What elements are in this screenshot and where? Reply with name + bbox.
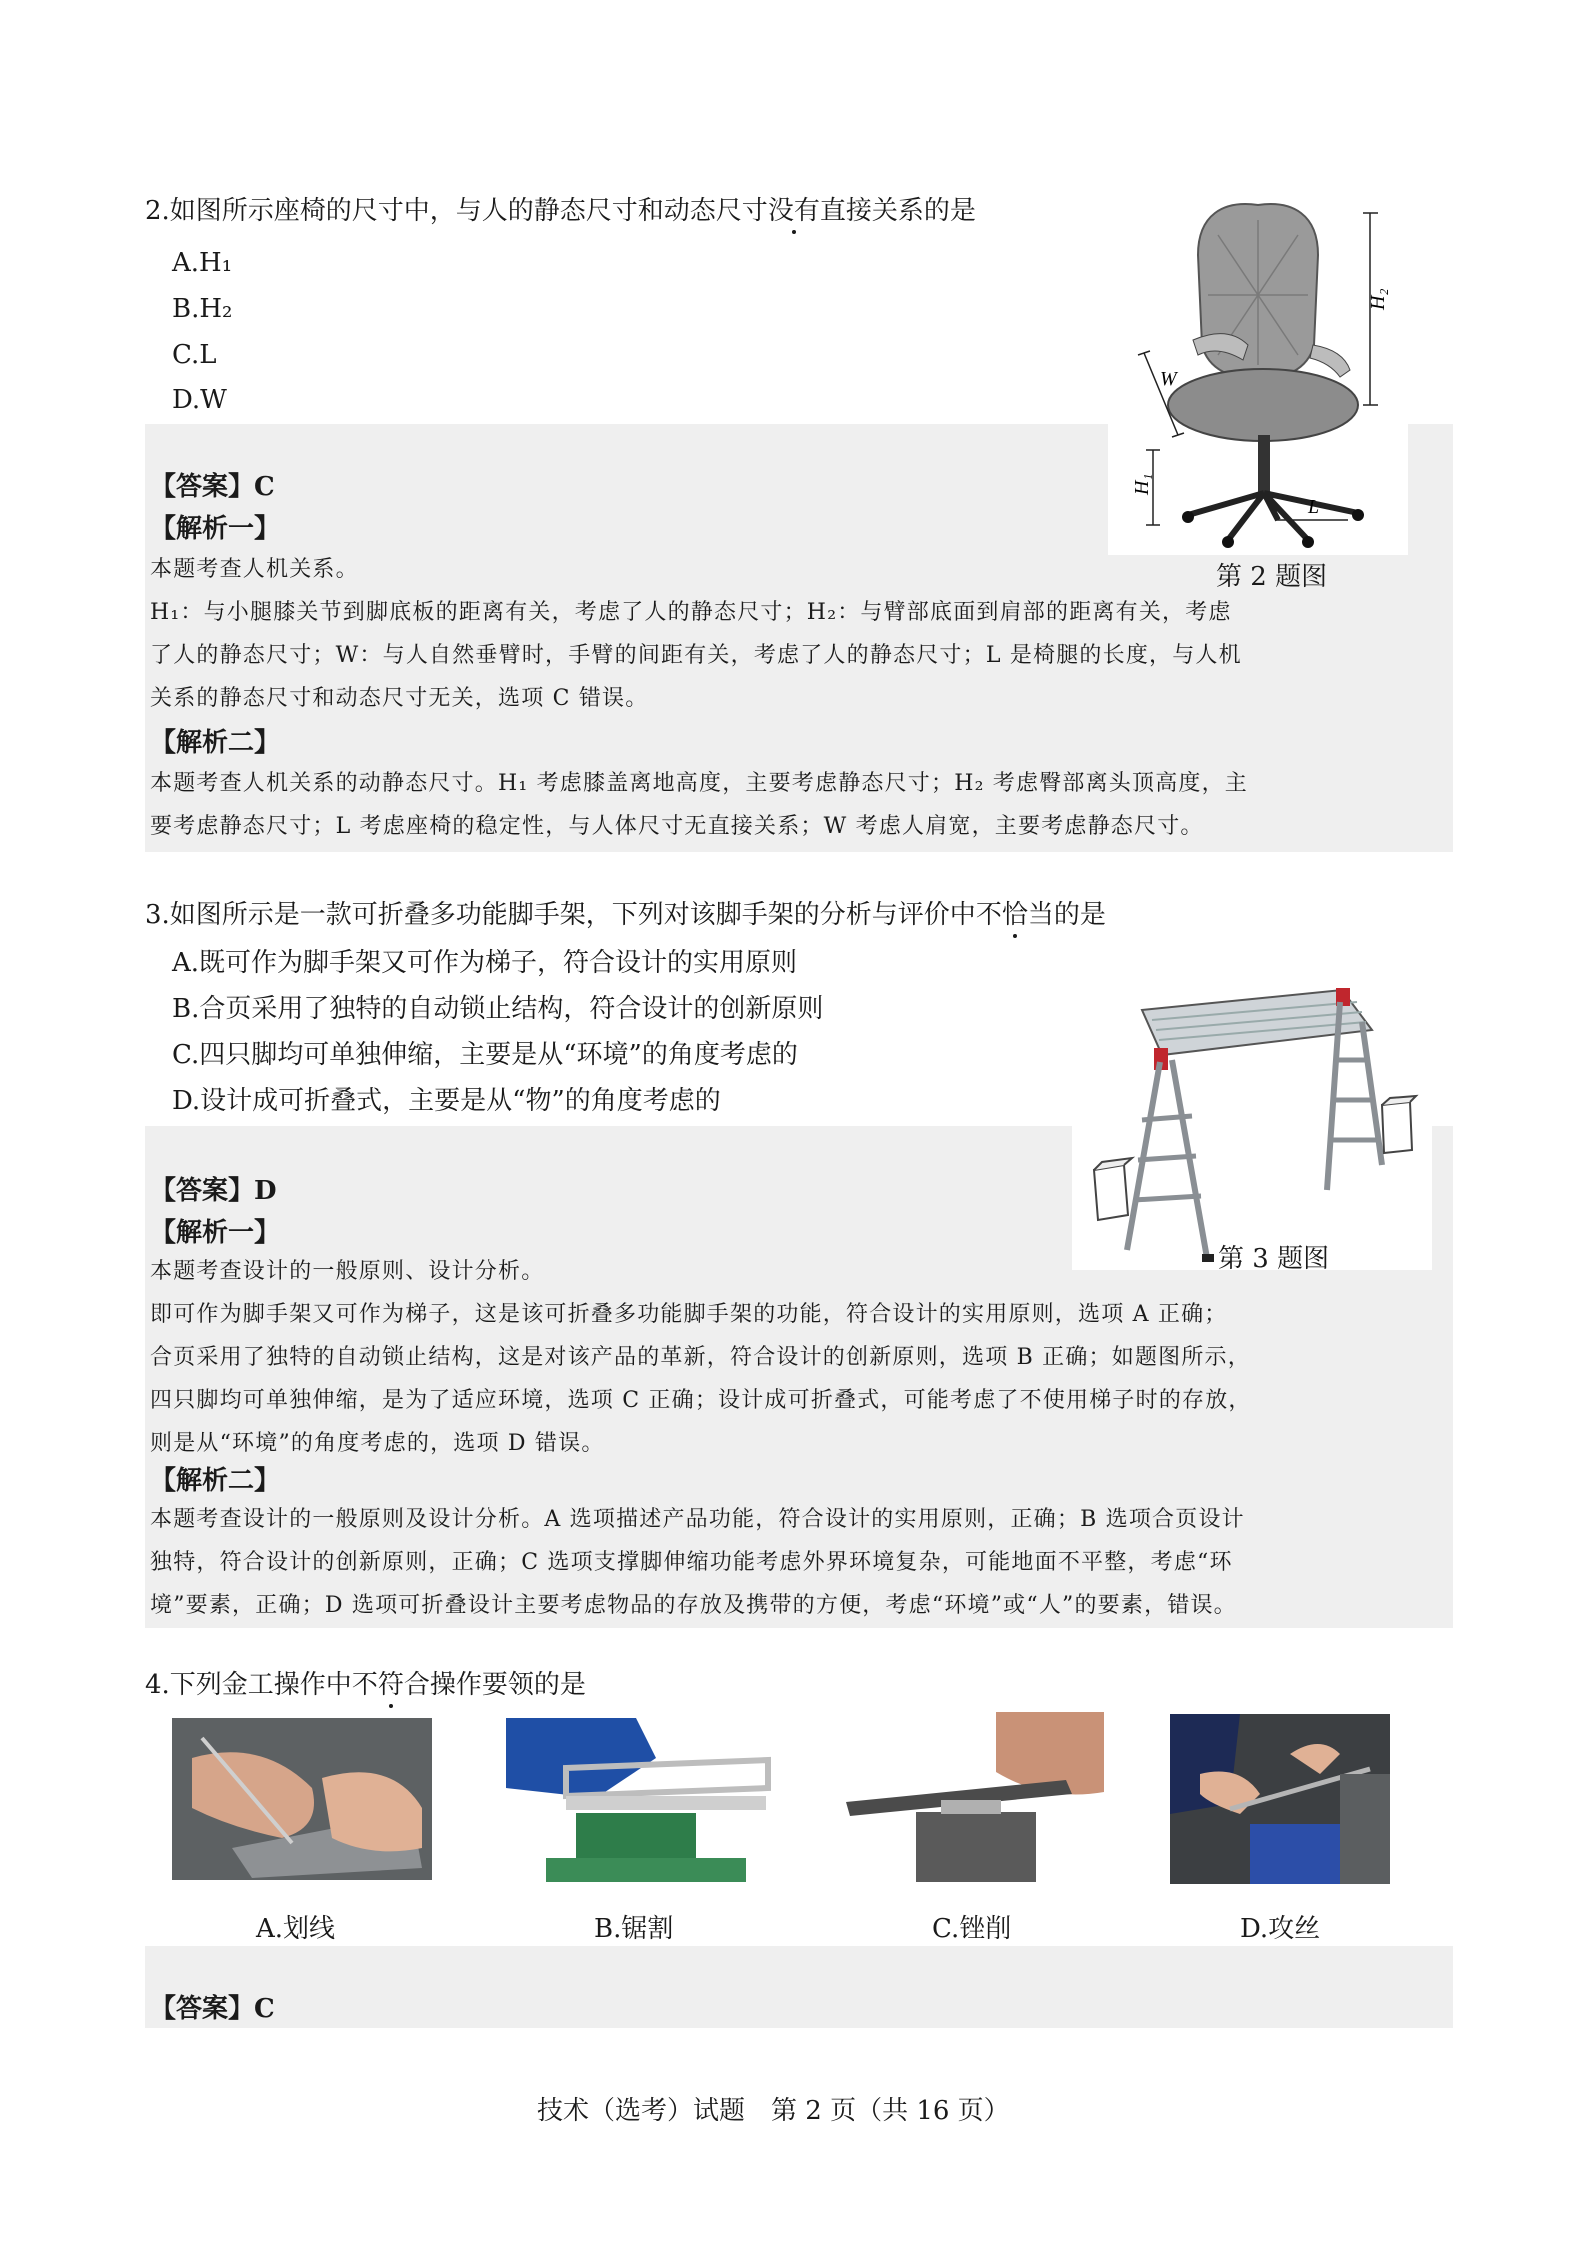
q2-option-d: D.W	[172, 385, 227, 415]
q2-option-b: B.H₂	[172, 294, 233, 324]
q3-figure-caption: 第 3 题图	[1218, 1244, 1330, 1274]
w-label: W	[1160, 368, 1177, 390]
chair-illustration	[1108, 195, 1408, 555]
q3-analysis2-body	[150, 1498, 1450, 1627]
q4-photo-threading	[1170, 1714, 1390, 1884]
q3-answer: 【答案】D	[150, 1176, 277, 1206]
q2-option-c: C.L	[172, 340, 217, 370]
h2-label: H₂	[1367, 288, 1389, 310]
q3-analysis2-title: 【解析二】	[150, 1466, 281, 1496]
q2-answer: 【答案】C	[150, 472, 275, 502]
q3-stem-emphasis: 不恰当	[975, 900, 1054, 930]
q4-photo-filing	[846, 1712, 1104, 1888]
q3-analysis2-line: 境”要素，正确；D 选项可折叠设计主要考虑物品的存放及携带的方便，考虑“环境”或“人”的要素，错误。	[150, 1593, 1237, 1618]
page-footer: 技术（选考）试题 第 2 页（共 16 页）	[537, 2096, 1010, 2126]
q2-stem-pre: 2.如图所示座椅的尺寸中，与人的静态尺寸和动态尺寸	[145, 196, 768, 226]
q3-analysis2-line: 本题考查设计的一般原则及设计分析。A 选项描述产品功能，符合设计的实用原则，正确；B 选项合页设计	[150, 1507, 1245, 1532]
q4-photo-sawing	[506, 1718, 778, 1882]
q3-analysis1-title: 【解析一】	[150, 1218, 281, 1248]
q3-option-c: C.四只脚均可单独伸缩，主要是从“环境”的角度考虑的	[172, 1040, 798, 1070]
q2-stem-emphasis: 没有	[767, 196, 820, 226]
q3-stem	[145, 898, 1106, 932]
q2-analysis1-title: 【解析一】	[150, 514, 281, 544]
threading-illustration	[1170, 1714, 1390, 1884]
q3-analysis1-line: 本题考查设计的一般原则、设计分析。	[150, 1259, 545, 1284]
sawing-illustration	[506, 1718, 778, 1882]
q3-analysis1-line: 四只脚均可单独伸缩，是为了适应环境，选项 C 正确；设计成可折叠式，可能考虑了不使用梯子时的存放，	[150, 1388, 1252, 1413]
q4-answer: 【答案】C	[150, 1994, 275, 2024]
q4-photo-scribing	[172, 1718, 432, 1880]
q2-figure-caption: 第 2 题图	[1216, 562, 1328, 592]
q3-analysis2-line: 独特，符合设计的创新原则，正确；C 选项支撑脚伸缩功能考虑外界环境复杂，可能地面不平整，考虑“环	[150, 1550, 1233, 1575]
q4-stem-post: 操作要领的是	[429, 1670, 586, 1700]
q4-caption-d: D.攻丝	[1240, 1914, 1321, 1944]
l-label: L	[1308, 496, 1320, 518]
q2-analysis1-line: 关系的静态尺寸和动态尺寸无关，选项 C 错误。	[150, 686, 649, 711]
q2-analysis2-line: 本题考查人机关系的动静态尺寸。H₁ 考虑膝盖离地高度，主要考虑静态尺寸；H₂ 考虑臀部离头顶高度，主	[150, 771, 1248, 796]
q2-option-a: A.H₁	[172, 248, 233, 278]
q4-stem-emphasis: 不符合	[351, 1670, 430, 1700]
q4-caption-c: C.锉削	[932, 1914, 1012, 1944]
q2-stem-post: 直接关系的是	[819, 196, 976, 226]
q4-caption-a: A.划线	[256, 1914, 336, 1944]
q2-chair-figure	[1108, 195, 1408, 555]
q4-caption-b: B.锯割	[594, 1914, 674, 1944]
q2-analysis2-title: 【解析二】	[150, 728, 281, 758]
q3-stem-post: 的是	[1053, 900, 1106, 930]
q2-analysis2-body	[150, 762, 1450, 848]
scribing-illustration	[172, 1718, 432, 1880]
q4-stem	[145, 1668, 586, 1702]
q3-analysis1-line: 即可作为脚手架又可作为梯子，这是该可折叠多功能脚手架的功能，符合设计的实用原则，选项 A 正确；	[150, 1302, 1228, 1327]
q2-stem	[145, 194, 976, 228]
q2-analysis1-line: 了人的静态尺寸；W：与人自然垂臂时，手臂的间距有关，考虑了人的静态尺寸；L 是椅腿的长度，与人机	[150, 643, 1242, 668]
q2-analysis1-body	[150, 548, 1450, 720]
q3-scaffold-figure	[1072, 970, 1432, 1270]
q3-analysis1-line: 则是从“环境”的角度考虑的，选项 D 错误。	[150, 1431, 605, 1456]
q3-option-a: A.既可作为脚手架又可作为梯子，符合设计的实用原则	[172, 948, 798, 978]
q3-analysis1-line: 合页采用了独特的自动锁止结构，这是对该产品的革新，符合设计的创新原则，选项 B 正确；如题图所示，	[150, 1345, 1251, 1370]
scaffold-illustration	[1072, 970, 1432, 1270]
q4-stem-pre: 4.下列金工操作中	[145, 1670, 352, 1700]
q3-analysis1-body	[150, 1250, 1450, 1465]
q3-option-b: B.合页采用了独特的自动锁止结构，符合设计的创新原则	[172, 994, 824, 1024]
q2-analysis1-line: 本题考查人机关系。	[150, 557, 359, 582]
q2-analysis2-line: 要考虑静态尺寸；L 考虑座椅的稳定性，与人体尺寸无直接关系；W 考虑人肩宽，主要考虑静态尺寸。	[150, 814, 1204, 839]
q2-analysis1-line: H₁：与小腿膝关节到脚底板的距离有关，考虑了人的静态尺寸；H₂：与臂部底面到肩部的距离有关，考虑	[150, 600, 1232, 625]
q3-option-d: D.设计成可折叠式，主要是从“物”的角度考虑的	[172, 1086, 721, 1116]
filing-illustration	[846, 1712, 1104, 1888]
q3-stem-pre: 3.如图所示是一款可折叠多功能脚手架，下列对该脚手架的分析与评价中	[145, 900, 976, 930]
q4-answer-panel	[145, 1946, 1453, 2028]
h1-label: H₁	[1131, 473, 1153, 495]
